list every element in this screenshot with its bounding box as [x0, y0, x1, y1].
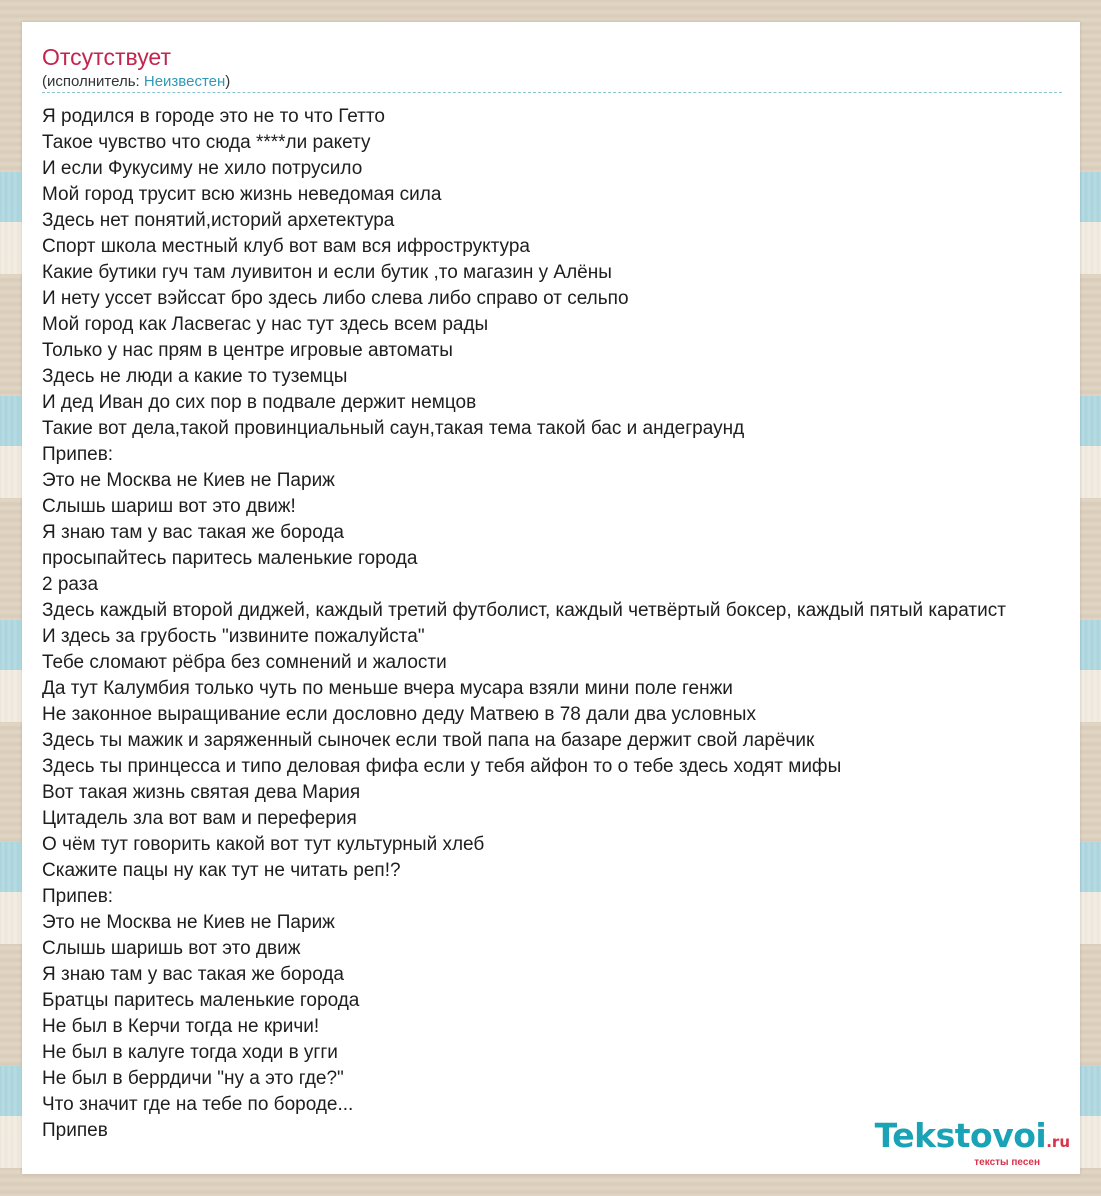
lyric-line: Цитадель зла вот вам и переферия [42, 808, 357, 829]
lyric-line: Мой город трусит всю жизнь неведомая сила [42, 184, 442, 205]
lyric-line: Припев [42, 1120, 108, 1141]
lyric-line: Припев: [42, 444, 114, 465]
lyric-line: Такое чувство что сюда ****ли ракету [42, 132, 371, 153]
lyric-line: О чём тут говорить какой вот тут культурный хлеб [42, 834, 485, 855]
lyric-line: Не был в беррдичи "ну а это где?" [42, 1068, 344, 1089]
lyric-line: Братцы паритесь маленькие города [42, 990, 360, 1011]
lyrics-text [42, 104, 1080, 1144]
logo-tagline: тексты песен [974, 1157, 1040, 1168]
lyric-line: Я знаю там у вас такая же борода [42, 522, 344, 543]
artist-link[interactable]: Неизвестен [143, 73, 226, 90]
lyric-line: Здесь не люди а какие то туземцы [42, 366, 348, 387]
logo-main-text: Tekstovoi [874, 1116, 1047, 1155]
lyric-line: И нету уссет вэйссат бро здесь либо слева либо справо от сельпо [42, 288, 629, 309]
lyric-line: Тебе сломают рёбра без сомнений и жалости [42, 652, 447, 673]
divider [42, 92, 1062, 93]
lyric-line: Только у нас прям в центре игровые автоматы [42, 340, 453, 361]
lyric-line: просыпайтесь паритесь маленькие города [42, 548, 418, 569]
lyric-line: Что значит где на тебе по бороде... [42, 1094, 354, 1115]
lyric-line: И дед Иван до сих пор в подвале держит немцов [42, 392, 477, 413]
lyric-line: Не законное выращивание если дословно деду Матвею в 78 дали два условных [42, 704, 756, 725]
lyric-line: Припев: [42, 886, 114, 907]
lyric-line: И если Фукусиму не хило потрусило [42, 158, 363, 179]
lyric-line: Слышь шариш вот это движ! [42, 496, 296, 517]
lyric-line: Не был в Керчи тогда не кричи! [42, 1016, 320, 1037]
logo-domain-suffix: .ru [1046, 1133, 1070, 1151]
lyric-line: Я знаю там у вас такая же борода [42, 964, 344, 985]
lyric-line: Я родился в городе это не то что Гетто [42, 106, 385, 127]
lyric-line: Слышь шаришь вот это движ [42, 938, 301, 959]
artist-prefix: (исполнитель: [42, 73, 144, 90]
lyric-line: Скажите пацы ну как тут не читать реп!? [42, 860, 401, 881]
site-logo[interactable] [874, 1116, 1070, 1168]
lyric-line: Здесь каждый второй диджей, каждый третий футболист, каждый четвёртый боксер, каждый пятый каратист [42, 600, 1006, 621]
lyric-line: И здесь за грубость "извините пожалуйста" [42, 626, 425, 647]
lyrics-card [22, 22, 1080, 1174]
lyric-line: Это не Москва не Киев не Париж [42, 912, 335, 933]
lyric-line: Вот такая жизнь святая дева Мария [42, 782, 361, 803]
lyric-line: Какие бутики гуч там луивитон и если бутик ,то магазин у Алёны [42, 262, 612, 283]
lyric-line: Здесь нет понятий,историй архетектура [42, 210, 395, 231]
lyric-line: Здесь ты принцесса и типо деловая фифа если у тебя айфон то о тебе здесь ходят мифы [42, 756, 842, 777]
lyric-line: Это не Москва не Киев не Париж [42, 470, 335, 491]
song-title: Отсутствует [42, 44, 171, 70]
lyric-line: 2 раза [42, 574, 99, 595]
lyric-line: Не был в калуге тогда ходи в угги [42, 1042, 338, 1063]
lyric-line: Мой город как Ласвегас у нас тут здесь всем рады [42, 314, 489, 335]
lyric-line: Такие вот дела,такой провинциальный саун,такая тема такой бас и андеграунд [42, 418, 745, 439]
lyric-line: Здесь ты мажик и заряженный сыночек если твой папа на базаре держит свой ларёчик [42, 730, 815, 751]
logo-wordmark [874, 1116, 1070, 1159]
artist-suffix: ) [225, 73, 231, 90]
artist-line [42, 73, 230, 90]
lyric-line: Спорт школа местный клуб вот вам вся ифроструктура [42, 236, 530, 257]
lyric-line: Да тут Калумбия только чуть по меньше вчера мусара взяли мини поле генжи [42, 678, 733, 699]
